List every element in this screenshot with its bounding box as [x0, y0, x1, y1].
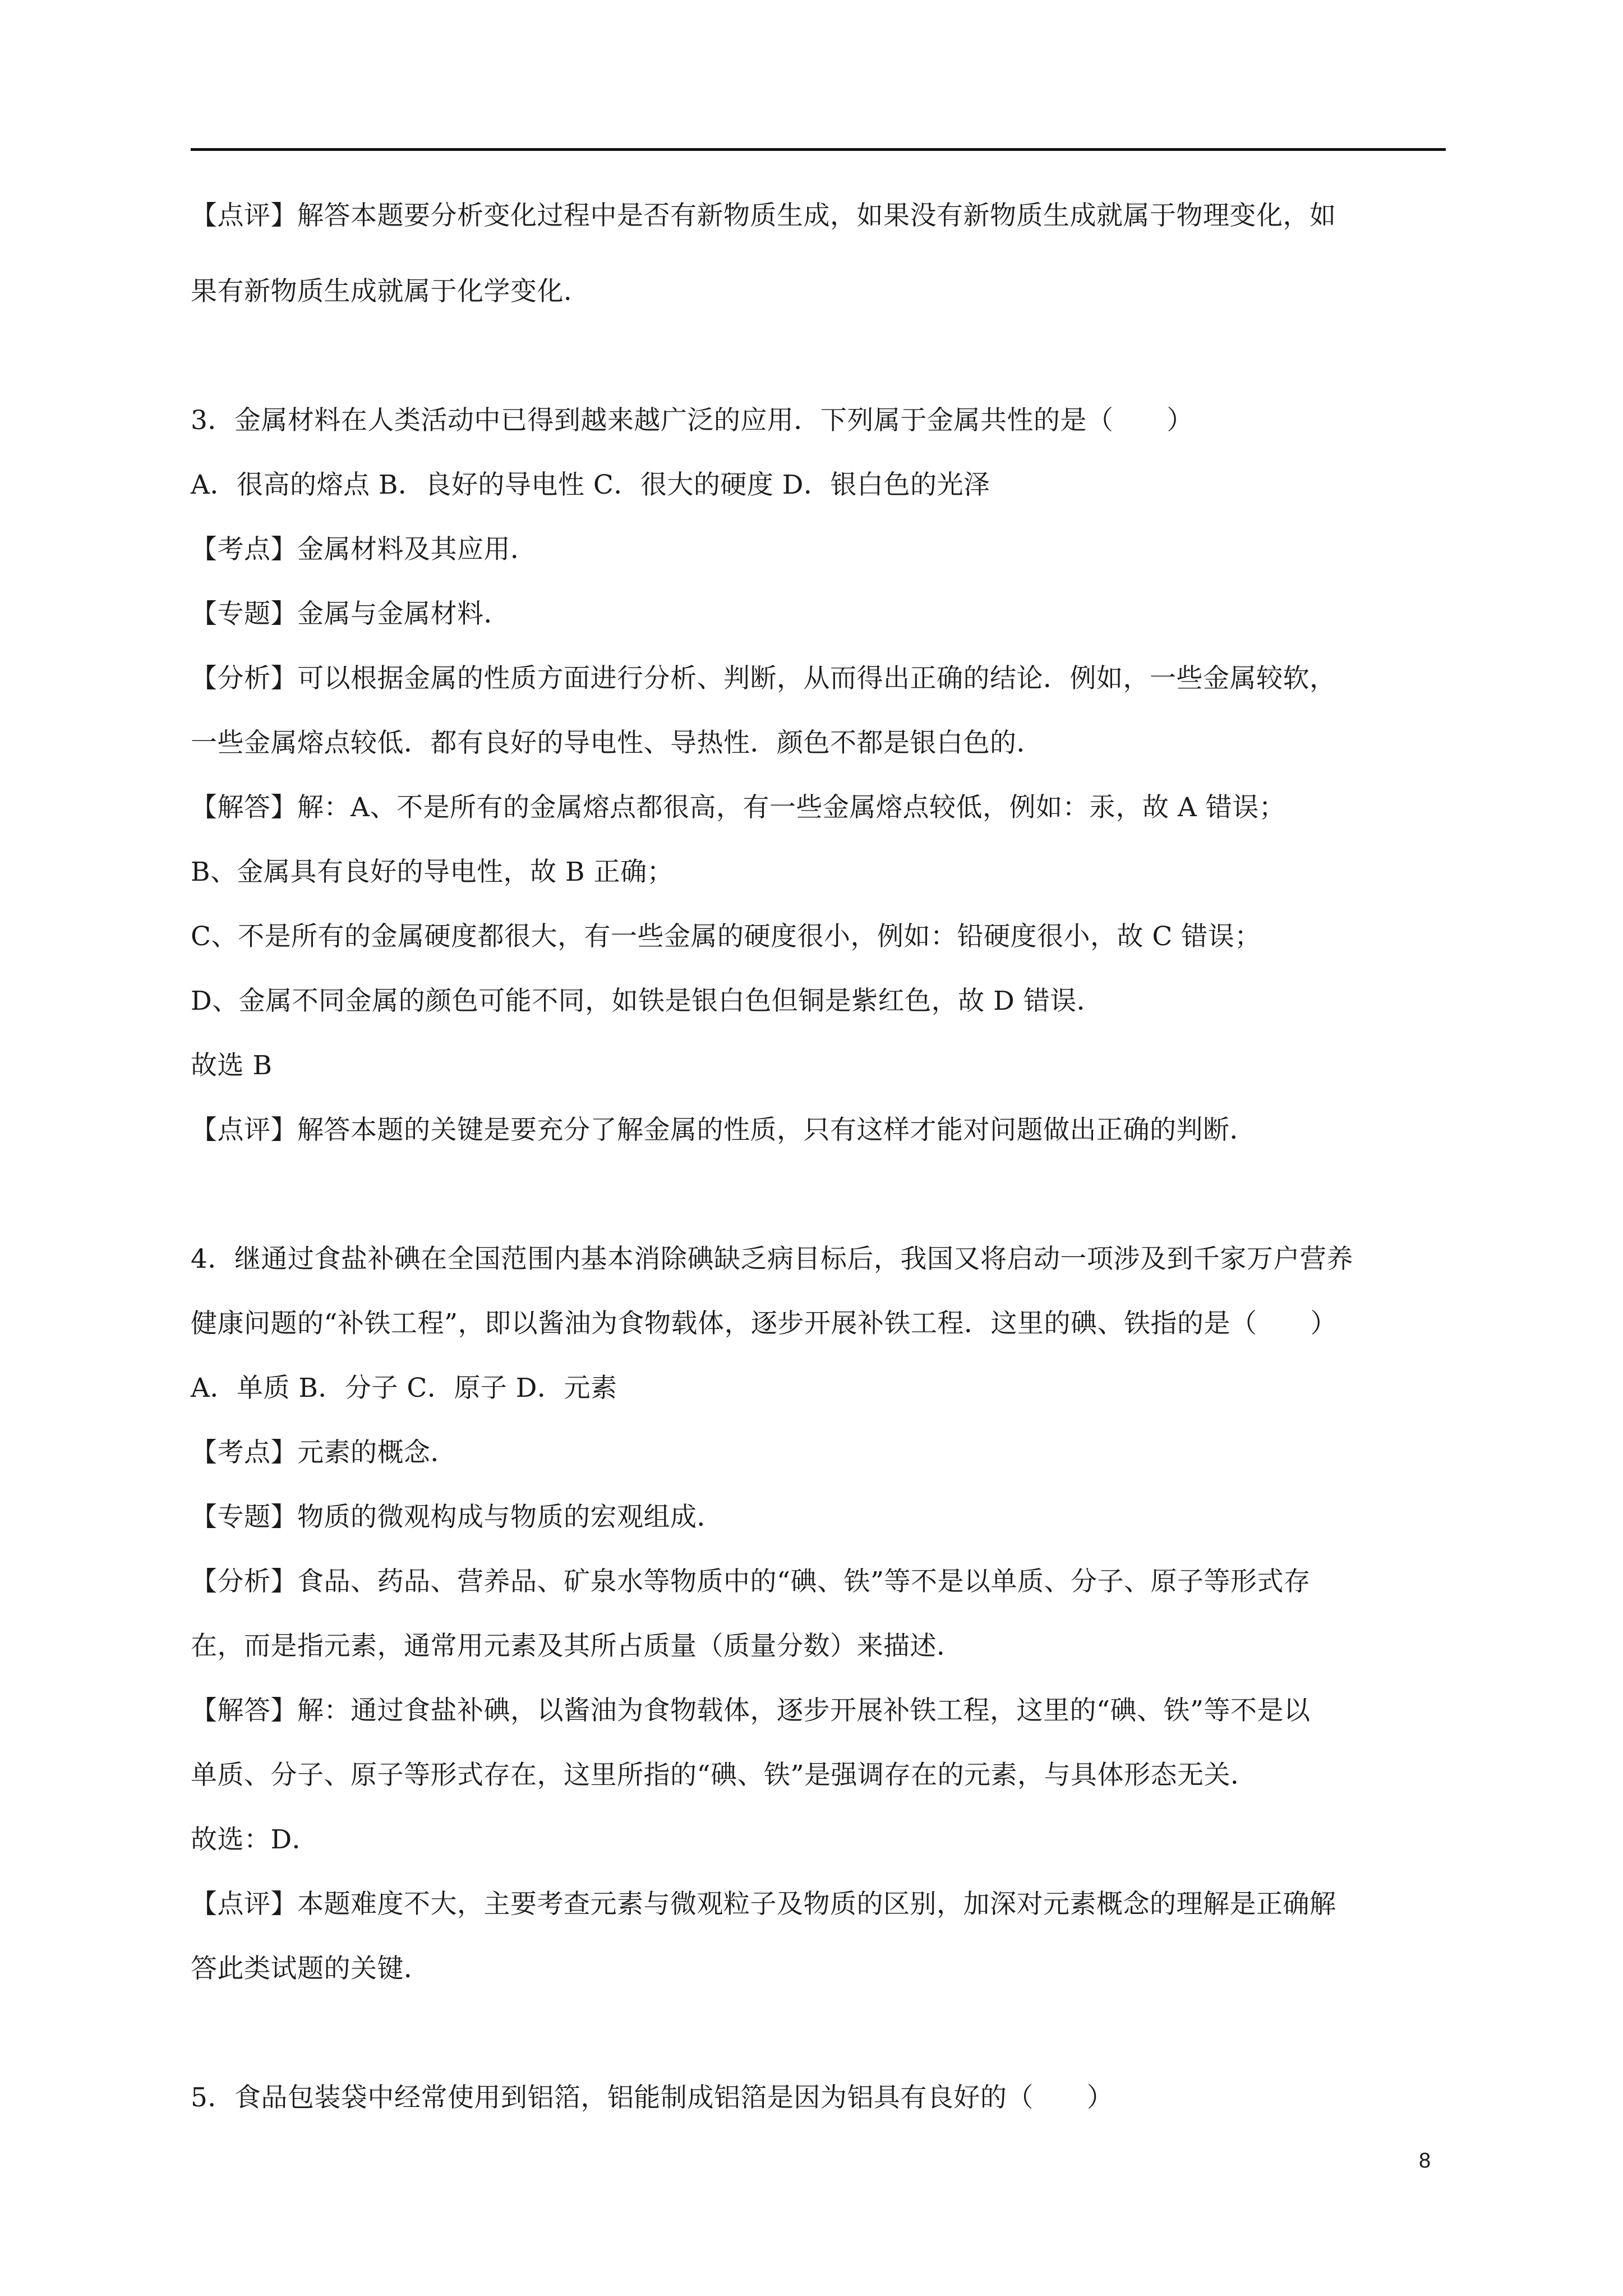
question-3-options: A．很高的熔点 B．良好的导电性 C．很大的硬度 D．银白色的光泽: [191, 470, 990, 500]
text-line: 故选 B: [191, 1050, 273, 1081]
text-line: 一些金属熔点较低．都有良好的导电性、导热性．颜色不都是银白色的．: [191, 728, 1043, 758]
text-line: 【点评】本题难度不大，主要考查元素与微观粒子及物质的区别，加深对元素概念的理解是正确解: [191, 1889, 1336, 1920]
text-line: 故选：D．: [191, 1824, 319, 1855]
question-3-stem: 3．金属材料在人类活动中已得到越来越广泛的应用．下列属于金属共性的是（ ）: [191, 405, 1193, 436]
question-4-options: A．单质 B．分子 C．原子 D．元素: [191, 1373, 617, 1404]
text-line: 果有新物质生成就属于化学变化．: [191, 276, 591, 307]
text-line: 【解答】解：通过食盐补碘，以酱油为食物载体，逐步开展补铁工程，这里的“碘、铁”等不是以: [191, 1695, 1311, 1726]
text-line: 在，而是指元素，通常用元素及其所占质量（质量分数）来描述．: [191, 1631, 963, 1662]
question-4-stem: 健康问题的“补铁工程”，即以酱油为食物载体，逐步开展补铁工程．这里的碘、铁指的是（ ）: [191, 1308, 1338, 1339]
text-line: 【专题】金属与金属材料．: [191, 599, 510, 629]
text-line: C、不是所有的金属硬度都很大，有一些金属的硬度很小，例如：铅硬度很小，故 C 错误；: [191, 921, 1261, 952]
page-number: 8: [1419, 2149, 1431, 2173]
text-line: 单质、分子、原子等形式存在，这里所指的“碘、铁”是强调存在的元素，与具体形态无关．: [191, 1760, 1257, 1791]
text-line: 【考点】金属材料及其应用．: [191, 534, 537, 565]
text-line: D、金属不同金属的颜色可能不同，如铁是银白色但铜是紫红色，故 D 错误．: [191, 986, 1104, 1016]
text-line: 【专题】物质的微观构成与物质的宏观组成．: [191, 1502, 723, 1533]
text-line: 【分析】食品、药品、营养品、矿泉水等物质中的“碘、铁”等不是以单质、分子、原子等形式存: [191, 1566, 1311, 1597]
text-line: 【考点】元素的概念．: [191, 1437, 457, 1468]
text-line: 【分析】可以根据金属的性质方面进行分析、判断，从而得出正确的结论．例如，一些金属较软，: [191, 663, 1336, 694]
question-4-stem: 4．继通过食盐补碘在全国范围内基本消除碘缺乏病目标后，我国又将启动一项涉及到千家万户营养: [191, 1244, 1353, 1274]
question-5-stem: 5．食品包装袋中经常使用到铝箔，铝能制成铝箔是因为铝具有良好的（ ）: [191, 2082, 1114, 2113]
text-line: B、金属具有良好的导电性，故 B 正确；: [191, 857, 674, 887]
text-line: 【点评】解答本题的关键是要充分了解金属的性质，只有这样才能对问题做出正确的判断．: [191, 1115, 1256, 1145]
header-rule: [191, 148, 1446, 151]
text-line: 答此类试题的关键．: [191, 1953, 431, 1984]
text-line: 【点评】解答本题要分析变化过程中是否有新物质生成，如果没有新物质生成就属于物理变化，如: [191, 200, 1336, 231]
text-line: 【解答】解：A、不是所有的金属熔点都很高，有一些金属熔点较低，例如：汞，故 A 错误；: [191, 792, 1286, 823]
